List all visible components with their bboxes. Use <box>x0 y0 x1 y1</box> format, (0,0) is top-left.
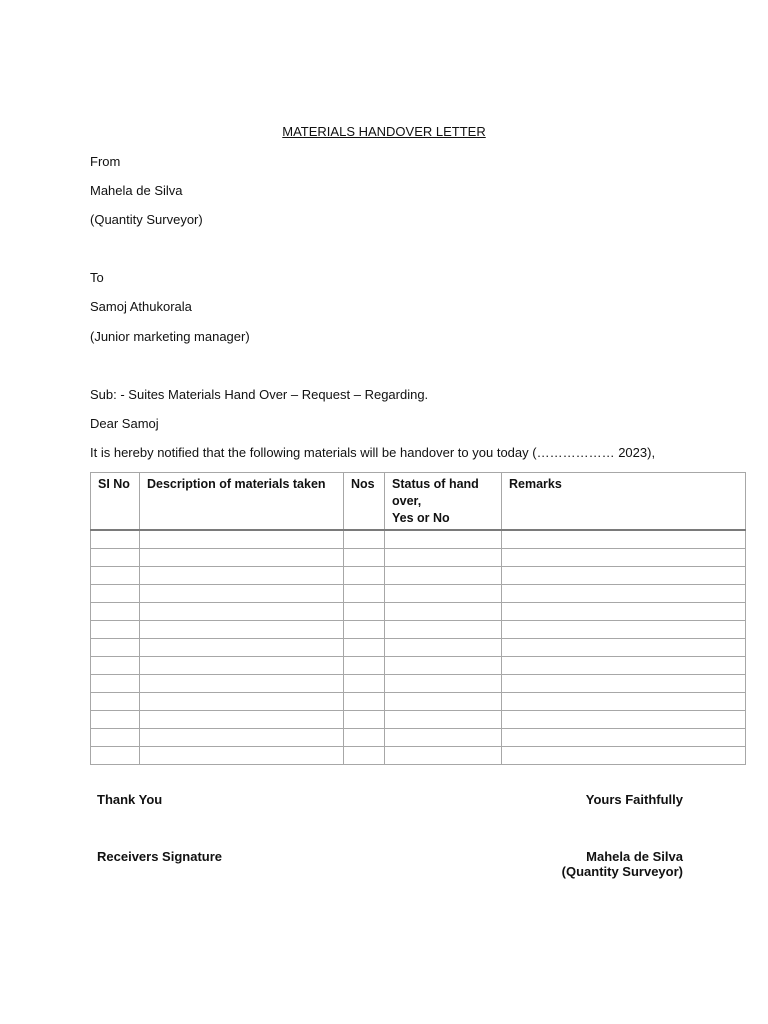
table-cell <box>385 657 502 675</box>
table-cell <box>502 639 746 657</box>
table-cell <box>502 711 746 729</box>
table-cell <box>91 567 140 585</box>
thank-you-text: Thank You <box>97 792 163 807</box>
table-cell <box>502 603 746 621</box>
table-row <box>91 621 746 639</box>
materials-table <box>90 472 746 765</box>
table-cell <box>344 657 385 675</box>
table-cell <box>385 675 502 693</box>
col-header-description: Description of materials taken <box>140 473 344 531</box>
table-cell <box>344 585 385 603</box>
table-row <box>91 675 746 693</box>
table-cell <box>91 621 140 639</box>
yours-faithfully-text: Yours Faithfully <box>585 792 683 807</box>
table-cell <box>344 747 385 765</box>
table-cell <box>140 729 344 747</box>
table-row <box>91 693 746 711</box>
col-header-nos: Nos <box>344 473 385 531</box>
table-cell <box>385 747 502 765</box>
table-cell <box>140 675 344 693</box>
to-role: (Junior marketing manager) <box>90 329 250 344</box>
to-label: To <box>90 270 104 285</box>
table-cell <box>140 549 344 567</box>
col-header-si-no: SI No <box>91 473 140 531</box>
table-cell <box>140 639 344 657</box>
table-row <box>91 530 746 549</box>
from-role: (Quantity Surveyor) <box>90 212 203 227</box>
from-name: Mahela de Silva <box>90 183 183 198</box>
table-row <box>91 585 746 603</box>
table-cell <box>91 585 140 603</box>
table-cell <box>91 603 140 621</box>
table-cell <box>385 693 502 711</box>
receivers-signature-label: Receivers Signature <box>97 849 223 864</box>
table-cell <box>91 657 140 675</box>
table-cell <box>91 549 140 567</box>
table-cell <box>502 549 746 567</box>
table-body <box>91 530 746 765</box>
table-cell <box>344 693 385 711</box>
table-cell <box>502 585 746 603</box>
table-cell <box>91 675 140 693</box>
table-cell <box>344 711 385 729</box>
table-cell <box>140 747 344 765</box>
table-cell <box>385 729 502 747</box>
notice-text: It is hereby notified that the following materials will be handover to you today (……………… 2023), <box>90 445 656 460</box>
table-cell <box>502 729 746 747</box>
table-cell <box>385 585 502 603</box>
table-row <box>91 603 746 621</box>
signer-block <box>562 849 683 879</box>
col-header-status-line1: Status of hand over, <box>392 477 479 508</box>
table-row <box>91 549 746 567</box>
from-label: From <box>90 154 121 169</box>
greeting: Dear Samoj <box>90 416 159 431</box>
table-row <box>91 567 746 585</box>
col-header-status <box>385 473 502 531</box>
table-cell <box>502 621 746 639</box>
table-cell <box>140 621 344 639</box>
table-cell <box>140 693 344 711</box>
table-cell <box>91 639 140 657</box>
table-cell <box>91 729 140 747</box>
col-header-remarks: Remarks <box>502 473 746 531</box>
table-cell <box>502 693 746 711</box>
table-cell <box>344 621 385 639</box>
table-cell <box>91 747 140 765</box>
table-cell <box>344 567 385 585</box>
table-cell <box>140 585 344 603</box>
table-row <box>91 639 746 657</box>
to-name: Samoj Athukorala <box>90 299 192 314</box>
col-header-status-line2: Yes or No <box>392 511 450 525</box>
table-cell <box>385 603 502 621</box>
table-cell <box>385 621 502 639</box>
table-row <box>91 747 746 765</box>
table-cell <box>344 639 385 657</box>
table-cell <box>91 530 140 549</box>
table-cell <box>344 675 385 693</box>
table-cell <box>140 657 344 675</box>
table-header-row <box>91 473 746 531</box>
table-cell <box>344 603 385 621</box>
table-cell <box>502 675 746 693</box>
table-cell <box>91 711 140 729</box>
table-cell <box>385 711 502 729</box>
table-cell <box>344 549 385 567</box>
table-row <box>91 711 746 729</box>
signer-name: Mahela de Silva <box>586 849 683 864</box>
table-cell <box>91 693 140 711</box>
table-cell <box>385 549 502 567</box>
table-cell <box>344 729 385 747</box>
table-cell <box>502 747 746 765</box>
signer-role: (Quantity Surveyor) <box>561 864 683 879</box>
table-row <box>91 729 746 747</box>
table-cell <box>502 657 746 675</box>
table-cell <box>140 567 344 585</box>
table-cell <box>502 567 746 585</box>
subject-line: Sub: - Suites Materials Hand Over – Request – Regarding. <box>90 387 429 402</box>
table-cell <box>502 530 746 549</box>
table-cell <box>385 530 502 549</box>
page-title: MATERIALS HANDOVER LETTER <box>282 124 486 139</box>
table-cell <box>385 639 502 657</box>
table-cell <box>385 567 502 585</box>
table-cell <box>140 711 344 729</box>
table-row <box>91 657 746 675</box>
table-cell <box>140 603 344 621</box>
table-cell <box>140 530 344 549</box>
table-cell <box>344 530 385 549</box>
